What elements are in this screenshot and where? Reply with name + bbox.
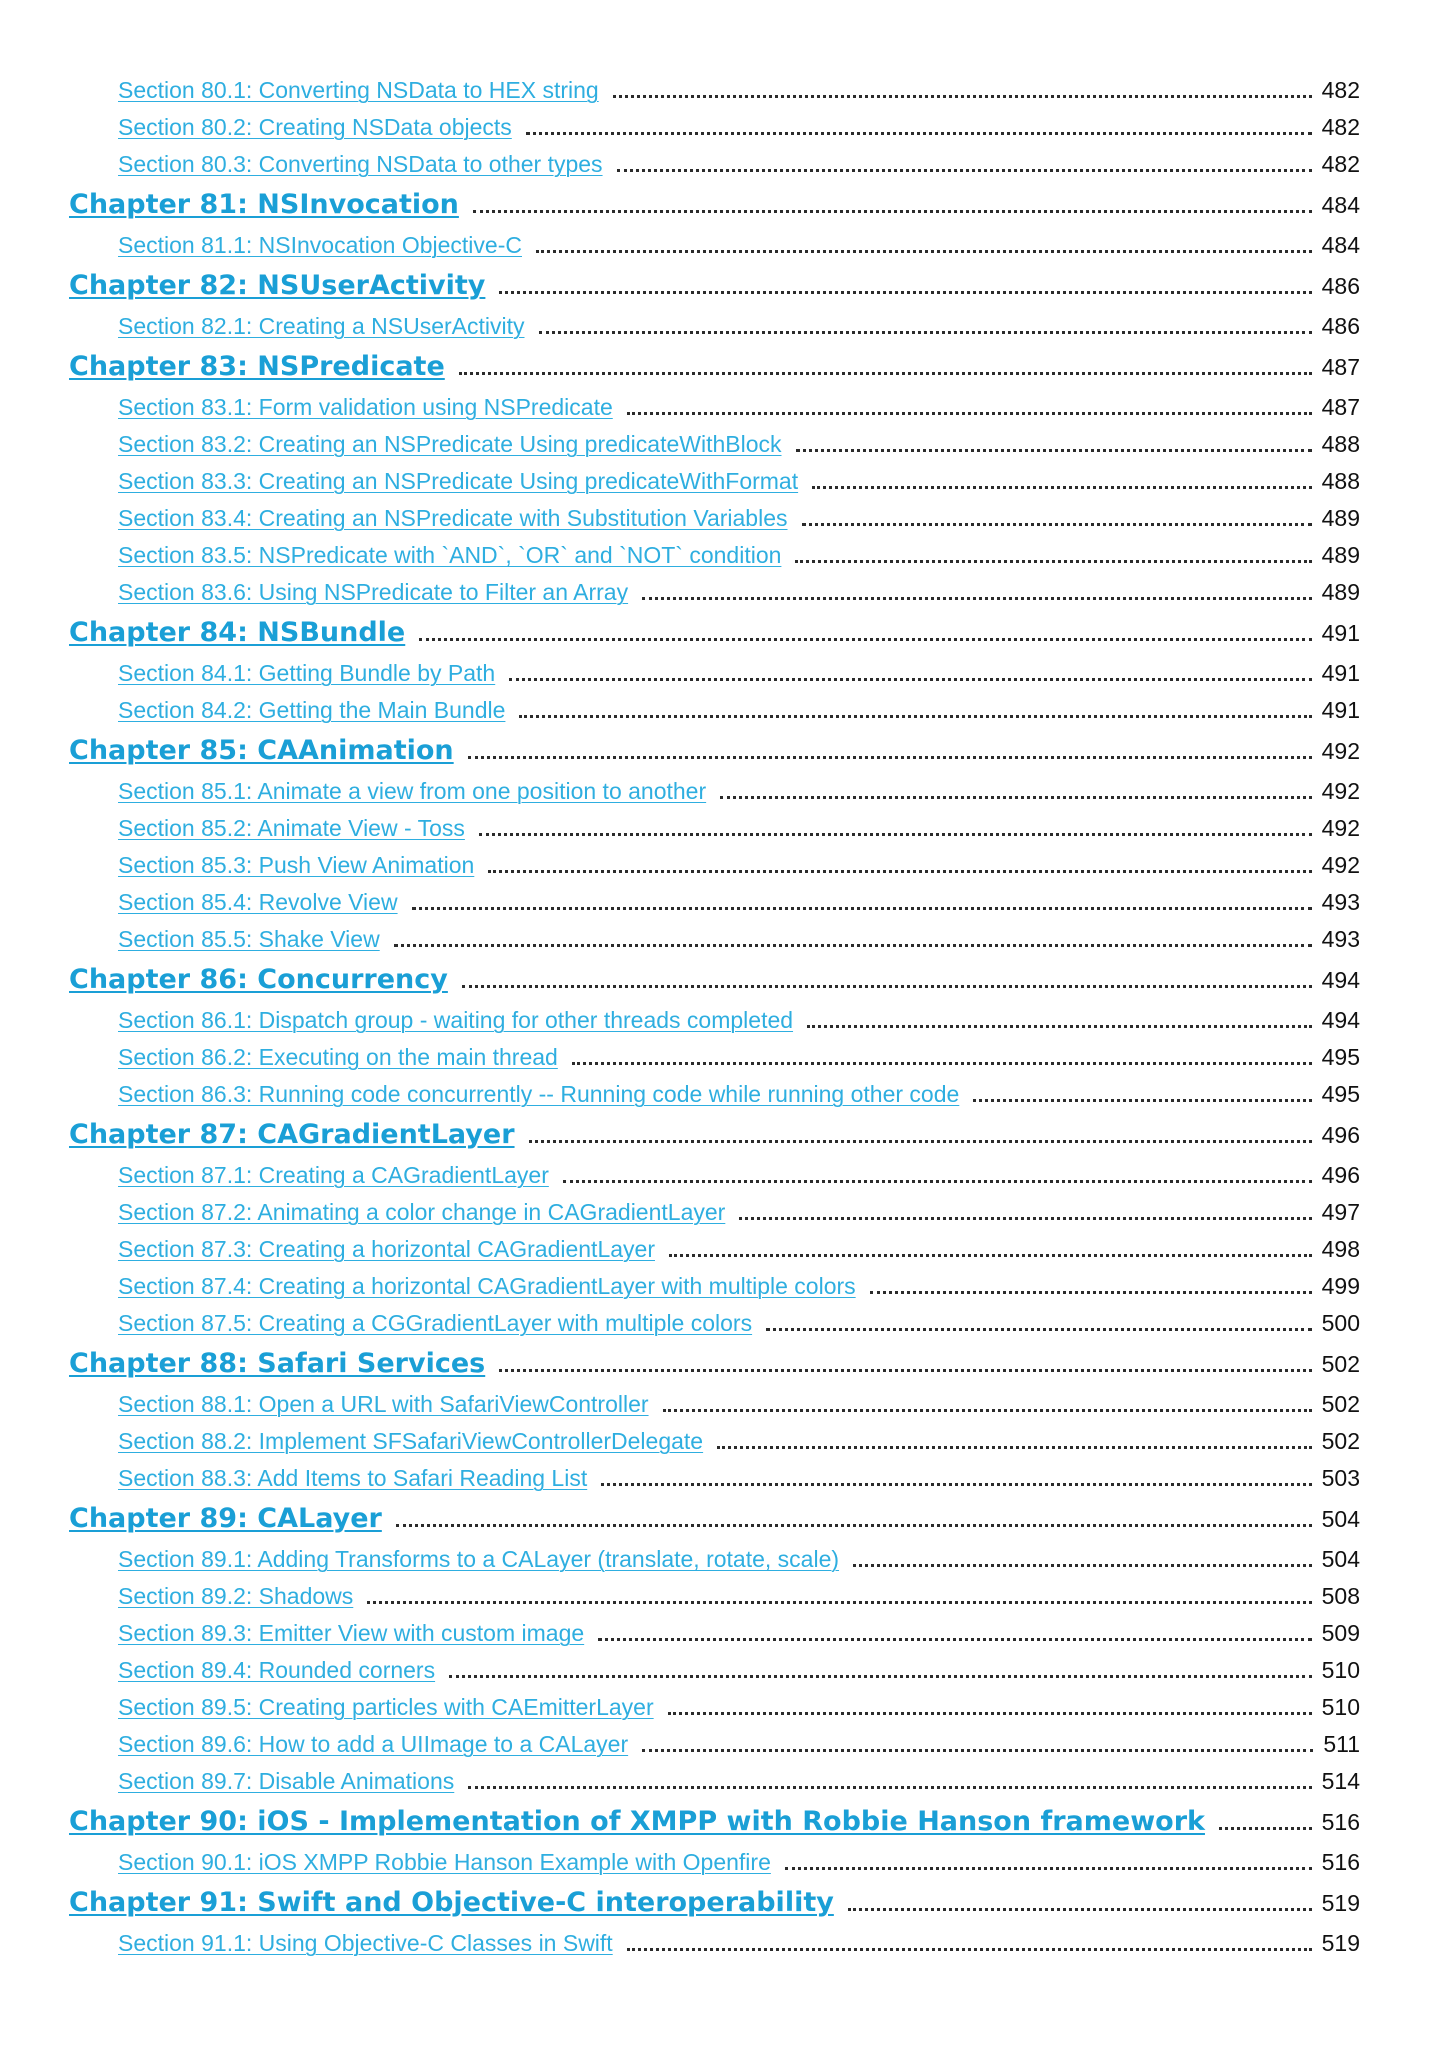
page-number: 514 [1321, 1768, 1360, 1794]
page-number: 502 [1321, 1351, 1360, 1377]
page-number: 508 [1321, 1583, 1360, 1609]
page-number: 496 [1321, 1122, 1360, 1148]
page-number: 492 [1321, 852, 1360, 878]
section-link[interactable]: Section 81.1: NSInvocation Objective-C [118, 232, 522, 258]
dot-leader [627, 1948, 1312, 1951]
chapter-link[interactable]: Chapter 81: NSInvocation [69, 189, 459, 220]
toc-section-row [0, 1231, 1448, 1268]
dot-leader [536, 250, 1312, 253]
toc-section-row [0, 463, 1448, 500]
dot-leader [802, 523, 1312, 526]
section-link[interactable]: Section 83.6: Using NSPredicate to Filter an Array [118, 579, 629, 605]
page-number: 510 [1321, 1694, 1360, 1720]
toc-section-row [0, 1578, 1448, 1615]
page-number: 484 [1321, 232, 1360, 258]
dot-leader [720, 796, 1311, 799]
page-number: 504 [1321, 1546, 1360, 1572]
section-link[interactable]: Section 86.3: Running code concurrently -- Running code while running other code [118, 1081, 960, 1107]
page-number: 496 [1321, 1162, 1360, 1188]
section-link[interactable]: Section 87.2: Animating a color change in CAGradientLayer [118, 1199, 726, 1225]
page-number: 516 [1321, 1809, 1360, 1835]
dot-leader [529, 1140, 1312, 1143]
dot-leader [717, 1446, 1312, 1449]
chapter-link[interactable]: Chapter 83: NSPredicate [69, 351, 445, 382]
section-link[interactable]: Section 87.5: Creating a CGGradientLayer with multiple colors [118, 1310, 753, 1336]
section-link[interactable]: Section 85.4: Revolve View [118, 889, 398, 915]
toc-section-row [0, 1194, 1448, 1231]
toc-section-row [0, 1305, 1448, 1342]
toc-section-row [0, 1615, 1448, 1652]
page-number: 495 [1321, 1044, 1360, 1070]
page-number: 491 [1321, 697, 1360, 723]
page-number: 519 [1321, 1930, 1360, 1956]
page-number: 493 [1321, 926, 1360, 952]
dot-leader [468, 1786, 1311, 1789]
page-number: 499 [1321, 1273, 1360, 1299]
chapter-link[interactable]: Chapter 91: Swift and Objective-C interoperability [69, 1887, 834, 1918]
toc-section-row [0, 72, 1448, 109]
section-link[interactable]: Section 83.2: Creating an NSPredicate Using predicateWithBlock [118, 431, 782, 457]
section-link[interactable]: Section 87.1: Creating a CAGradientLayer [118, 1162, 549, 1188]
page-number: 492 [1321, 738, 1360, 764]
section-link[interactable]: Section 86.2: Executing on the main thread [118, 1044, 558, 1070]
page-number: 494 [1321, 1007, 1360, 1033]
page-number: 487 [1321, 394, 1360, 420]
toc-section-row [0, 1076, 1448, 1113]
section-link[interactable]: Section 89.1: Adding Transforms to a CALayer (translate, rotate, scale) [118, 1546, 840, 1572]
dot-leader [601, 1483, 1311, 1486]
section-link[interactable]: Section 85.3: Push View Animation [118, 852, 475, 878]
dot-leader [739, 1217, 1311, 1220]
section-link[interactable]: Section 87.4: Creating a horizontal CAGradientLayer with multiple colors [118, 1273, 856, 1299]
page-number: 497 [1321, 1199, 1360, 1225]
page-number: 491 [1321, 660, 1360, 686]
toc-section-row [0, 1844, 1448, 1881]
chapter-link[interactable]: Chapter 86: Concurrency [69, 964, 448, 995]
toc-chapter-row [0, 729, 1448, 773]
dot-leader [459, 372, 1312, 375]
dot-leader [617, 169, 1312, 172]
dot-leader [526, 132, 1312, 135]
toc-section-row [0, 389, 1448, 426]
dot-leader [766, 1328, 1312, 1331]
page-number: 489 [1321, 542, 1360, 568]
toc-section-row [0, 810, 1448, 847]
dot-leader [848, 1908, 1312, 1911]
dot-leader [796, 449, 1312, 452]
page-number: 504 [1321, 1506, 1360, 1532]
toc-section-row [0, 1157, 1448, 1194]
toc-chapter-row [0, 1881, 1448, 1925]
toc-section-row [0, 1925, 1448, 1962]
dot-leader [669, 1254, 1312, 1257]
page-number: 486 [1321, 313, 1360, 339]
page-number: 492 [1321, 778, 1360, 804]
section-link[interactable]: Section 89.3: Emitter View with custom image [118, 1620, 585, 1646]
dot-leader [807, 1025, 1312, 1028]
toc-chapter-row [0, 611, 1448, 655]
toc-section-row [0, 426, 1448, 463]
section-link[interactable]: Section 85.1: Animate a view from one position to another [118, 778, 707, 804]
page-number: 494 [1321, 967, 1360, 993]
section-link[interactable]: Section 80.2: Creating NSData objects [118, 114, 512, 140]
toc-chapter-row [0, 1342, 1448, 1386]
toc-section-row [0, 574, 1448, 611]
toc-section-row [0, 1039, 1448, 1076]
toc-section-row [0, 308, 1448, 345]
toc-section-row [0, 1002, 1448, 1039]
chapter-link[interactable]: Chapter 88: Safari Services [69, 1348, 486, 1379]
chapter-link[interactable]: Chapter 87: CAGradientLayer [69, 1119, 515, 1150]
section-link[interactable]: Section 80.3: Converting NSData to other types [118, 151, 603, 177]
section-link[interactable]: Section 83.3: Creating an NSPredicate Using predicateWithFormat [118, 468, 799, 494]
page-number: 489 [1321, 579, 1360, 605]
section-link[interactable]: Section 89.7: Disable Animations [118, 1768, 455, 1794]
section-link[interactable]: Section 83.4: Creating an NSPredicate with Substitution Variables [118, 505, 788, 531]
dot-leader [812, 486, 1312, 489]
dot-leader [499, 1369, 1311, 1372]
dot-leader [509, 678, 1311, 681]
toc-section-row [0, 109, 1448, 146]
toc-chapter-row [0, 264, 1448, 308]
page-number: 487 [1321, 354, 1360, 380]
chapter-link[interactable]: Chapter 89: CALayer [69, 1503, 382, 1534]
dot-leader [785, 1867, 1312, 1870]
toc-chapter-row [0, 1497, 1448, 1541]
page-number: 482 [1321, 77, 1360, 103]
page-number: 500 [1321, 1310, 1360, 1336]
page-number: 486 [1321, 273, 1360, 299]
toc-chapter-row [0, 345, 1448, 389]
page-number: 503 [1321, 1465, 1360, 1491]
dot-leader [642, 597, 1312, 600]
chapter-link[interactable]: Chapter 85: CAAnimation [69, 735, 454, 766]
page-number: 509 [1321, 1620, 1360, 1646]
dot-leader [412, 907, 1312, 910]
page-number: 492 [1321, 815, 1360, 841]
toc-section-row [0, 773, 1448, 810]
toc-section-row [0, 692, 1448, 729]
toc-section-row [0, 1386, 1448, 1423]
dot-leader [519, 715, 1311, 718]
page-number: 491 [1321, 620, 1360, 646]
page-number: 484 [1321, 192, 1360, 218]
toc-section-row [0, 1460, 1448, 1497]
chapter-link[interactable]: Chapter 90: iOS - Implementation of XMPP with Robbie Hanson framework [69, 1806, 1205, 1837]
toc-section-row [0, 1268, 1448, 1305]
section-link[interactable]: Section 80.1: Converting NSData to HEX string [118, 77, 599, 103]
section-link[interactable]: Section 89.2: Shadows [118, 1583, 354, 1609]
page-number: 511 [1323, 1731, 1360, 1757]
dot-leader [468, 756, 1312, 759]
toc-section-row [0, 227, 1448, 264]
toc-chapter-row [0, 183, 1448, 227]
section-link[interactable]: Section 89.6: How to add a UIImage to a CALayer [118, 1731, 629, 1757]
chapter-link[interactable]: Chapter 82: NSUserActivity [69, 270, 486, 301]
toc-section-row [0, 1763, 1448, 1800]
section-link[interactable]: Section 89.4: Rounded corners [118, 1657, 436, 1683]
dot-leader [642, 1749, 1313, 1752]
dot-leader [539, 331, 1312, 334]
dot-leader [663, 1409, 1312, 1412]
toc-chapter-row [0, 958, 1448, 1002]
page-number: 516 [1321, 1849, 1360, 1875]
dot-leader [870, 1291, 1312, 1294]
dot-leader [795, 560, 1311, 563]
dot-leader [473, 210, 1312, 213]
section-link[interactable]: Section 83.1: Form validation using NSPredicate [118, 394, 613, 420]
toc-chapter-row [0, 1800, 1448, 1844]
section-link[interactable]: Section 86.1: Dispatch group - waiting for other threads completed [118, 1007, 794, 1033]
dot-leader [627, 412, 1312, 415]
dot-leader [449, 1675, 1312, 1678]
section-link[interactable]: Section 84.2: Getting the Main Bundle [118, 697, 506, 723]
dot-leader [488, 870, 1311, 873]
dot-leader [853, 1564, 1312, 1567]
dot-leader [396, 1524, 1312, 1527]
section-link[interactable]: Section 82.1: Creating a NSUserActivity [118, 313, 525, 339]
page-number: 519 [1321, 1890, 1360, 1916]
section-link[interactable]: Section 88.3: Add Items to Safari Reading List [118, 1465, 588, 1491]
dot-leader [419, 638, 1311, 641]
section-link[interactable]: Section 87.3: Creating a horizontal CAGradientLayer [118, 1236, 655, 1262]
dot-leader [598, 1638, 1311, 1641]
section-link[interactable]: Section 85.5: Shake View [118, 926, 380, 952]
page-number: 482 [1321, 151, 1360, 177]
page-number: 502 [1321, 1428, 1360, 1454]
page-number: 510 [1321, 1657, 1360, 1683]
dot-leader [973, 1099, 1311, 1102]
page-number: 489 [1321, 505, 1360, 531]
section-link[interactable]: Section 83.5: NSPredicate with `AND`, `OR` and `NOT` condition [118, 542, 782, 568]
dot-leader [613, 95, 1312, 98]
dot-leader [563, 1180, 1312, 1183]
toc-section-row [0, 146, 1448, 183]
toc-section-row [0, 1541, 1448, 1578]
dot-leader [367, 1601, 1311, 1604]
table-of-contents [0, 72, 1448, 1962]
page-number: 488 [1321, 431, 1360, 457]
page-number: 498 [1321, 1236, 1360, 1262]
section-link[interactable]: Section 85.2: Animate View - Toss [118, 815, 465, 841]
toc-section-row [0, 884, 1448, 921]
toc-section-row [0, 1652, 1448, 1689]
dot-leader [572, 1062, 1312, 1065]
section-link[interactable]: Section 88.2: Implement SFSafariViewControllerDelegate [118, 1428, 704, 1454]
toc-section-row [0, 1726, 1448, 1763]
section-link[interactable]: Section 91.1: Using Objective-C Classes in Swift [118, 1930, 613, 1956]
toc-section-row [0, 1689, 1448, 1726]
toc-section-row [0, 537, 1448, 574]
toc-section-row [0, 500, 1448, 537]
toc-chapter-row [0, 1113, 1448, 1157]
section-link[interactable]: Section 90.1: iOS XMPP Robbie Hanson Example with Openfire [118, 1849, 771, 1875]
dot-leader [462, 985, 1312, 988]
section-link[interactable]: Section 88.1: Open a URL with SafariViewController [118, 1391, 649, 1417]
page-number: 493 [1321, 889, 1360, 915]
toc-section-row [0, 847, 1448, 884]
page-number: 488 [1321, 468, 1360, 494]
toc-section-row [0, 1423, 1448, 1460]
dot-leader [394, 944, 1312, 947]
chapter-link[interactable]: Chapter 84: NSBundle [69, 617, 406, 648]
dot-leader [499, 291, 1311, 294]
page-number: 502 [1321, 1391, 1360, 1417]
dot-leader [479, 833, 1312, 836]
dot-leader [668, 1712, 1312, 1715]
section-link[interactable]: Section 84.1: Getting Bundle by Path [118, 660, 496, 686]
section-link[interactable]: Section 89.5: Creating particles with CAEmitterLayer [118, 1694, 654, 1720]
toc-section-row [0, 655, 1448, 692]
dot-leader [1219, 1827, 1312, 1830]
page-number: 495 [1321, 1081, 1360, 1107]
toc-section-row [0, 921, 1448, 958]
page-number: 482 [1321, 114, 1360, 140]
